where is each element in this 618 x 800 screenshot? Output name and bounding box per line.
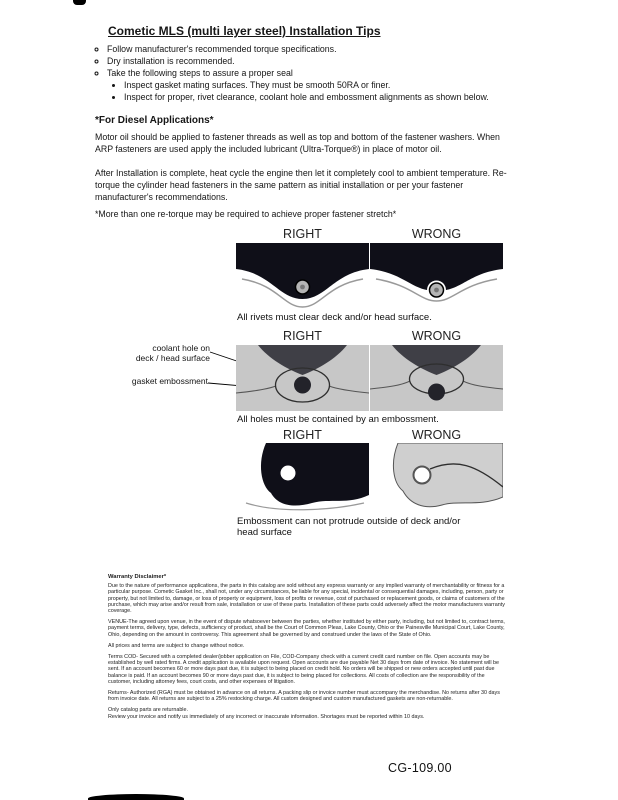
wrong-label: WRONG [411, 329, 462, 343]
disclaimer-paragraph: VENUE-The agreed upon venue, in the event of dispute whatsoever between the parties, whether instituted by either party, including, but not limited to, contract terms, payment terms, delivery, type, defects, sufficiency of product, shall be the Court of Common Pleas, Lake County, Ohio or the Painesville Municipal Court, Lake County, Ohio, depending on the amount in controversy. This agreement shall be governed by and construed under the laws of the State of Ohio. [108, 619, 505, 638]
tip-sub-item: • Inspect gasket mating surfaces. They must be smooth 50RA or finer. [124, 79, 554, 91]
diesel-heading: *For Diesel Applications* [95, 115, 214, 126]
wrong-label: WRONG [411, 428, 462, 442]
protrusion-right-diagram [236, 443, 369, 513]
diagram-caption-holes: All holes must be contained by an embossment. [237, 414, 439, 425]
disclaimer-paragraph: Returns- Authorized (RGA) must be obtained in advance on all returns. A packing slip or invoice number must accompany the merchandise. No returns after 30 days from invoice date. All returns are subject to a 25% restocking charge. All custom designed and custom manufactured gaskets are non-returnable. [108, 690, 500, 703]
wrong-label: WRONG [411, 227, 462, 241]
diagram-caption-rivets: All rivets must clear deck and/or head surface. [237, 312, 432, 323]
diagram-caption-protrusion: Embossment can not protrude outside of deck and/or head surface [237, 516, 461, 538]
embossment-right-diagram [236, 345, 369, 411]
tips-sublist [112, 79, 554, 103]
disclaimer-paragraph: Due to the nature of performance applications, the parts in this catalog are sold without any express warranty or any implied warranty of merchantability or fitness for a particular purpose. Cometic Gasket Inc., shall not, under any circumstances, be liable for any special, incidental or consequential damages, including, person, party or property, but not limited to, damage, or loss of property or equipment, loss of profits or revenue, cost of purchased or replacement goods, or claims of customers of the purchase, which may arise and/or result from sale, installation or use of these parts. Installation of these parts could adversely affect the motor manufacturers warranty coverage. [108, 583, 505, 615]
tips-list [92, 43, 547, 79]
right-label: RIGHT [283, 329, 322, 343]
page-title: Cometic MLS (multi layer steel) Installation Tips [108, 24, 381, 38]
disclaimer-paragraph: All prices and terms are subject to change without notice. [108, 642, 245, 649]
page-code: CG-109.00 [388, 761, 452, 775]
diesel-paragraph-1: Motor oil should be applied to fastener threads as well as top and bottom of the fastener washers. When ARP fasteners are used apply the included lubricant (Ultra-Torque®) in place of motor oil. [95, 132, 500, 154]
tip-item: ◦ Dry installation is recommended. [107, 55, 547, 67]
tip-sub-item: • Inspect for proper, rivet clearance, coolant hole and embossment alignments as shown below. [124, 91, 554, 103]
disclaimer-paragraph: Only catalog parts are returnable. [108, 707, 189, 714]
scan-artifact-top [73, 0, 86, 5]
retorque-note: *More than one re-torque may be required to achieve proper fastener stretch* [95, 209, 397, 219]
disclaimer-heading: Warranty Disclaimer* [108, 574, 167, 580]
rivet-right-diagram [236, 243, 369, 310]
scan-artifact-bottom [88, 794, 184, 800]
rivet-wrong-diagram [370, 243, 503, 310]
disclaimer-paragraph: Terms COD- Secured with a completed dealer/jobber application on File, COD-Company check with a current credit card number on file. Open accounts may be established by well rated firms. A credit application is available upon request. Open accounts are due payable Net 30 days from date of invoice. No statement will be sent. If an account becomes 60 or more days past due, it is subject to being placed on credit hold. No orders will be shipped or new orders accepted until past due balance is paid. If an account becomes 90 or more days past due, it is subject to being placed for collections. All costs of collection are the responsibility of the customer, including attorney fees, court costs, and other expenses of litigation. [108, 654, 500, 685]
gasket-embossment-label: gasket embossment [131, 376, 208, 386]
right-label: RIGHT [283, 227, 322, 241]
warranty-disclaimer [108, 574, 508, 725]
embossment-wrong-diagram [370, 345, 503, 411]
disclaimer-paragraph: Review your invoice and notify us immediately of any incorrect or inaccurate information. Shortages must be reported within 10 days. [108, 713, 425, 720]
protrusion-wrong-diagram [370, 443, 503, 513]
tip-item: ◦ Follow manufacturer's recommended torque specifications. [107, 43, 547, 55]
coolant-hole-label: coolant hole on deck / head surface [135, 343, 210, 363]
diesel-paragraph-2: After Installation is complete, heat cycle the engine then let it completely cool to ambient temperature. Re-torque the cylinder head fasteners in the same pattern as initial installation or per your fastener manufacturer's recommendations. [95, 168, 507, 202]
tip-item: ◦ Take the following steps to assure a proper seal [107, 67, 547, 79]
right-label: RIGHT [283, 428, 322, 442]
